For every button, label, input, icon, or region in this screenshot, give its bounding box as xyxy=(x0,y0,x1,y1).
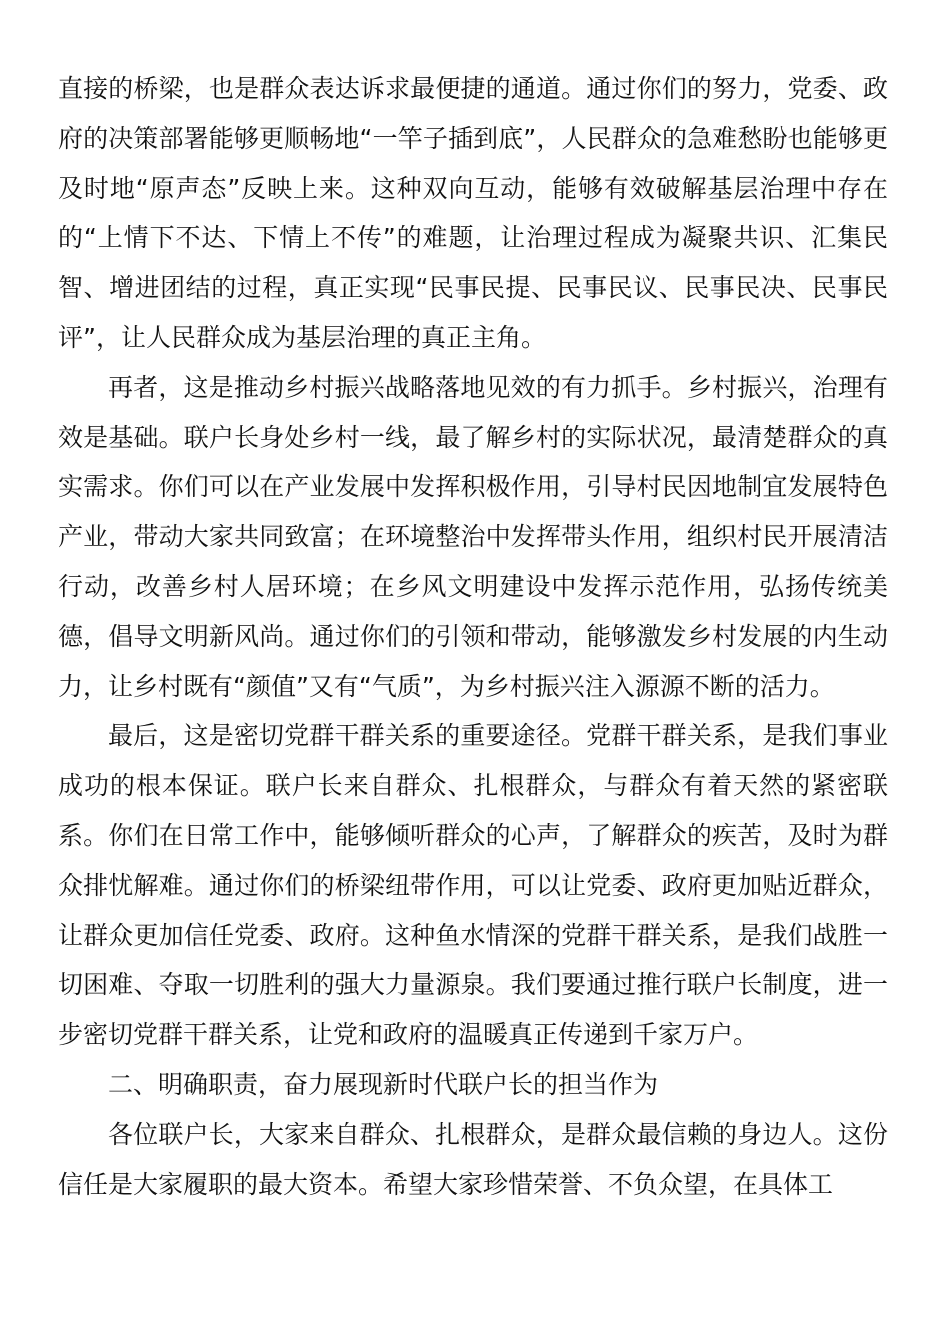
paragraph-household-heads: 各位联户长，大家来自群众、扎根群众，是群众最信赖的身边人。这份信任是大家履职的最大资本。希望大家珍惜荣誉、不负众望，在具体工 xyxy=(58,1119,888,1199)
section-heading-responsibilities: 二、明确职责，奋力展现新时代联户长的担当作为 xyxy=(108,1069,659,1099)
paragraph-party-mass-relations: 最后，这是密切党群干群关系的重要途径。党群干群关系，是我们事业成功的根本保证。联户长来自群众、扎根群众，与群众有着天然的紧密联系。你们在日常工作中，能够倾听群众的心声，了解群众的疾苦，及时为群众排忧解难。通过你们的桥梁纽带作用，可以让党委、政府更加贴近群众，让群众更加信任党委、政府。这种鱼水情深的党群干群关系，是我们战胜一切困难、夺取一切胜利的强大力量源泉。我们要通过推行联户长制度，进一步密切党群干群关系，让党和政府的温暖真正传递到千家万户。 xyxy=(58,721,888,1050)
paragraph-rural-revitalization: 再者，这是推动乡村振兴战略落地见效的有力抓手。乡村振兴，治理有效是基础。联户长身处乡村一线，最了解乡村的实际状况，最清楚群众的真实需求。你们可以在产业发展中发挥积极作用，引导村民因地制宜发展特色产业，带动大家共同致富；在环境整治中发挥带头作用，组织村民开展清洁行动，改善乡村人居环境；在乡风文明建设中发挥示范作用，弘扬传统美德，倡导文明新风尚。通过你们的引领和带动，能够激发乡村发展的内生动力，让乡村既有“颜值”又有“气质”，为乡村振兴注入源源不断的活力。 xyxy=(58,372,888,701)
document-body xyxy=(58,64,888,1209)
paragraph-continued: 直接的桥梁，也是群众表达诉求最便捷的通道。通过你们的努力，党委、政府的决策部署能够更顺畅地“一竿子插到底”，人民群众的急难愁盼也能够更及时地“原声态”反映上来。这种双向互动，能够有效破解基层治理中存在的“上情下不达、下情上不传”的难题，让治理过程成为凝聚共识、汇集民智、增进团结的过程，真正实现“民事民提、民事民议、民事民决、民事民评”，让人民群众成为基层治理的真正主角。 xyxy=(58,74,888,352)
